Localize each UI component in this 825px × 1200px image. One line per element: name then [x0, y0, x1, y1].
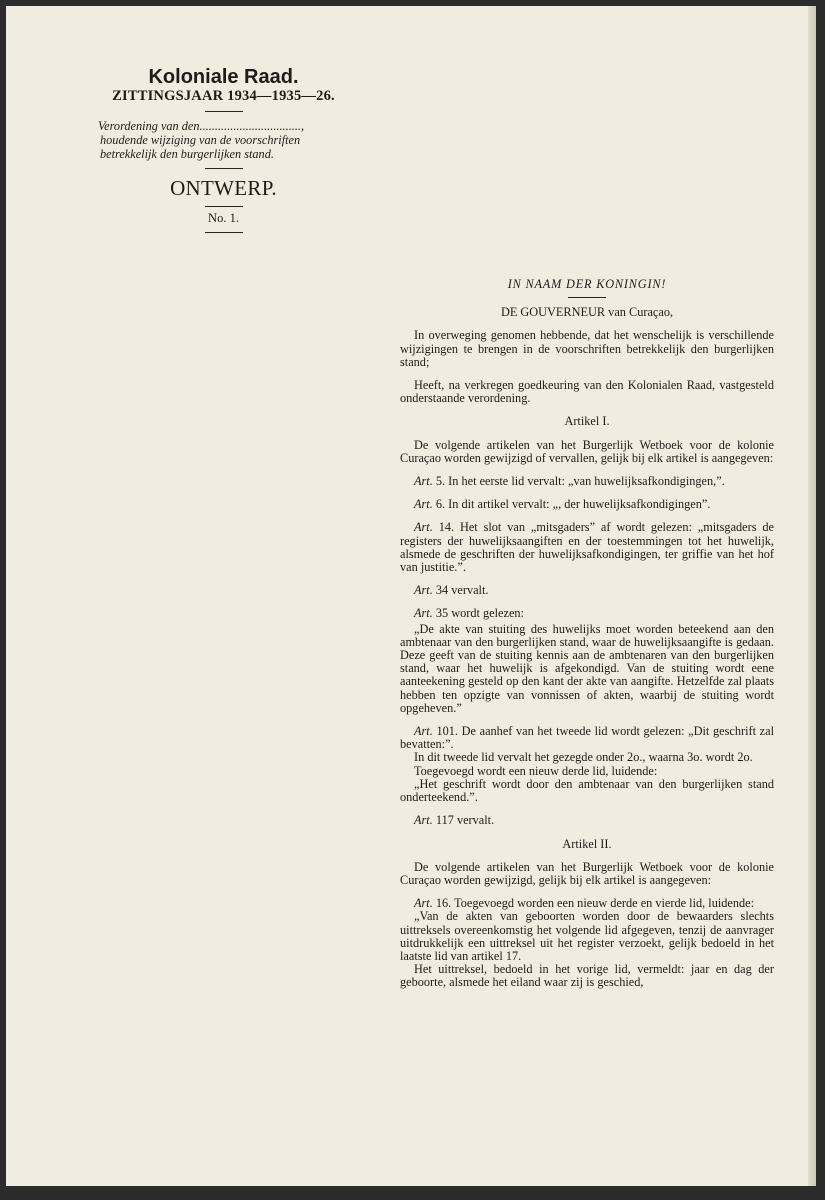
art-text: 6. In dit artikel vervalt: „, der huwelijksafkondigingen”. — [435, 497, 711, 512]
article-14 — [400, 521, 774, 574]
ordinance-line: betrekkelijk den burgerlijken stand. — [100, 147, 274, 161]
document-number: No. 1. — [208, 211, 239, 225]
art-text: 35 wordt gelezen: — [435, 606, 524, 621]
article-101-c: Toegevoegd wordt een nieuw derde lid, luidende: — [414, 763, 658, 778]
article-117 — [400, 814, 774, 827]
document-header — [86, 66, 361, 240]
art-label: Art. — [414, 606, 433, 621]
art-text: 34 vervalt. — [435, 583, 489, 598]
article-intro: De volgende artikelen van het Burgerlijk Wetboek voor de kolonie Curaçao worden gewijzigd, gelijk bij elk artikel is aangegeven: — [400, 859, 774, 887]
ordinance-line: Verordening van den................................., — [98, 119, 305, 133]
art-label: Art. — [414, 474, 433, 489]
article-35 — [400, 607, 774, 620]
session-year: ZITTINGSJAAR 1934—1935—26. — [112, 88, 335, 104]
header-divider — [205, 232, 243, 233]
draft-label: ONTWERP. — [170, 176, 277, 200]
article-35-text: „De akte van stuiting des huwelijks moet worden beteekend aan den ambtenaar van den burgerlijken stand, waar de huwelijksaangifte is gedaan. Deze geeft van de stuiting kennis aan de ambtenaren van den burgerlijken stand, waar het huwelijk is afgekondigd. Van de stuiting wordt eene aanteekening gesteld op den kant der akte van aangifte. Hetzelfde zal plaats hebben ten opzigte van vonnissen of akten, waarbij de stuiting wordt opgeheven.” — [400, 621, 774, 715]
art-label: Art. — [414, 583, 433, 598]
art-label: Art. — [414, 520, 433, 535]
article-heading: Artikel I. — [564, 414, 610, 429]
article-34 — [400, 584, 774, 597]
art-text: 117 vervalt. — [435, 813, 495, 828]
header-divider — [205, 111, 243, 112]
article-101 — [400, 725, 774, 751]
article-16-b: „Van de akten van geboorten worden door de bewaarders slechts uittreksels overeenkomstig het volgende lid afgegeven, tenzij de aanvrager uitdrukkelijk een uittreksel uit het register verzoekt, gelijk bedoeld in het laatste lid van artikel 17. — [400, 909, 774, 963]
title-divider — [568, 297, 606, 298]
art-label: Art. — [414, 724, 433, 739]
enactment-paragraph: Heeft, na verkregen goedkeuring van den Kolonialen Raad, vastgesteld onderstaande verordening. — [400, 378, 774, 406]
header-divider — [205, 168, 243, 169]
article-101-b: In dit tweede lid vervalt het gezegde onder 2o., waarna 3o. wordt 2o. — [414, 750, 753, 765]
council-title: Koloniale Raad. — [148, 66, 299, 88]
royal-title: IN NAAM DER KONINGIN! — [507, 277, 667, 291]
art-label: Art. — [414, 497, 433, 512]
article-5 — [400, 475, 774, 488]
page-spine — [808, 6, 816, 1186]
art-text: 14. Het slot van „mitsgaders” af wordt gelezen: „mitsgaders de registers der huwelijksaangiften en der toestemmingen tot het huwelijk, alsmede de geschriften der huwelijksafkondigingen, ter griffie van het hof van justitie.”. — [400, 520, 774, 575]
governor-line: DE GOUVERNEUR van Curaçao, — [500, 305, 674, 320]
article-16-c: Het uittreksel, bedoeld in het vorige lid, vermeldt: jaar en dag der geboorte, alsmede het eiland waar zij is geschied, — [400, 962, 774, 990]
article-heading: Artikel II. — [562, 836, 612, 851]
art-text: 5. In het eerste lid vervalt: „van huwelijksafkondigingen,”. — [435, 474, 725, 489]
art-label: Art. — [414, 896, 433, 911]
body-column — [400, 278, 774, 990]
header-divider — [205, 206, 243, 207]
art-text: 101. De aanhef van het tweede lid wordt gelezen: „Dit geschrift zal bevatten:”. — [400, 724, 774, 752]
art-label: Art. — [414, 813, 433, 828]
article-intro: De volgende artikelen van het Burgerlijk Wetboek voor de kolonie Curaçao worden gewijzigd of vervallen, gelijk bij elk artikel is aangegeven: — [400, 437, 774, 465]
consideration-paragraph: In overweging genomen hebbende, dat het wenschelijk is verschillende wijzigingen te brengen in de voorschriften betrekkelijk den burgerlijken stand; — [400, 328, 774, 369]
ordinance-subject — [86, 119, 361, 161]
article-6 — [400, 498, 774, 511]
ordinance-line: houdende wijziging van de voorschriften — [100, 133, 301, 147]
art-text: 16. Toegevoegd worden een nieuw derde en vierde lid, luidende: — [435, 896, 755, 911]
document-page — [6, 6, 816, 1186]
article-101-d: „Het geschrift wordt door den ambtenaar van den burgerlijken stand onderteekend.”. — [400, 776, 774, 805]
